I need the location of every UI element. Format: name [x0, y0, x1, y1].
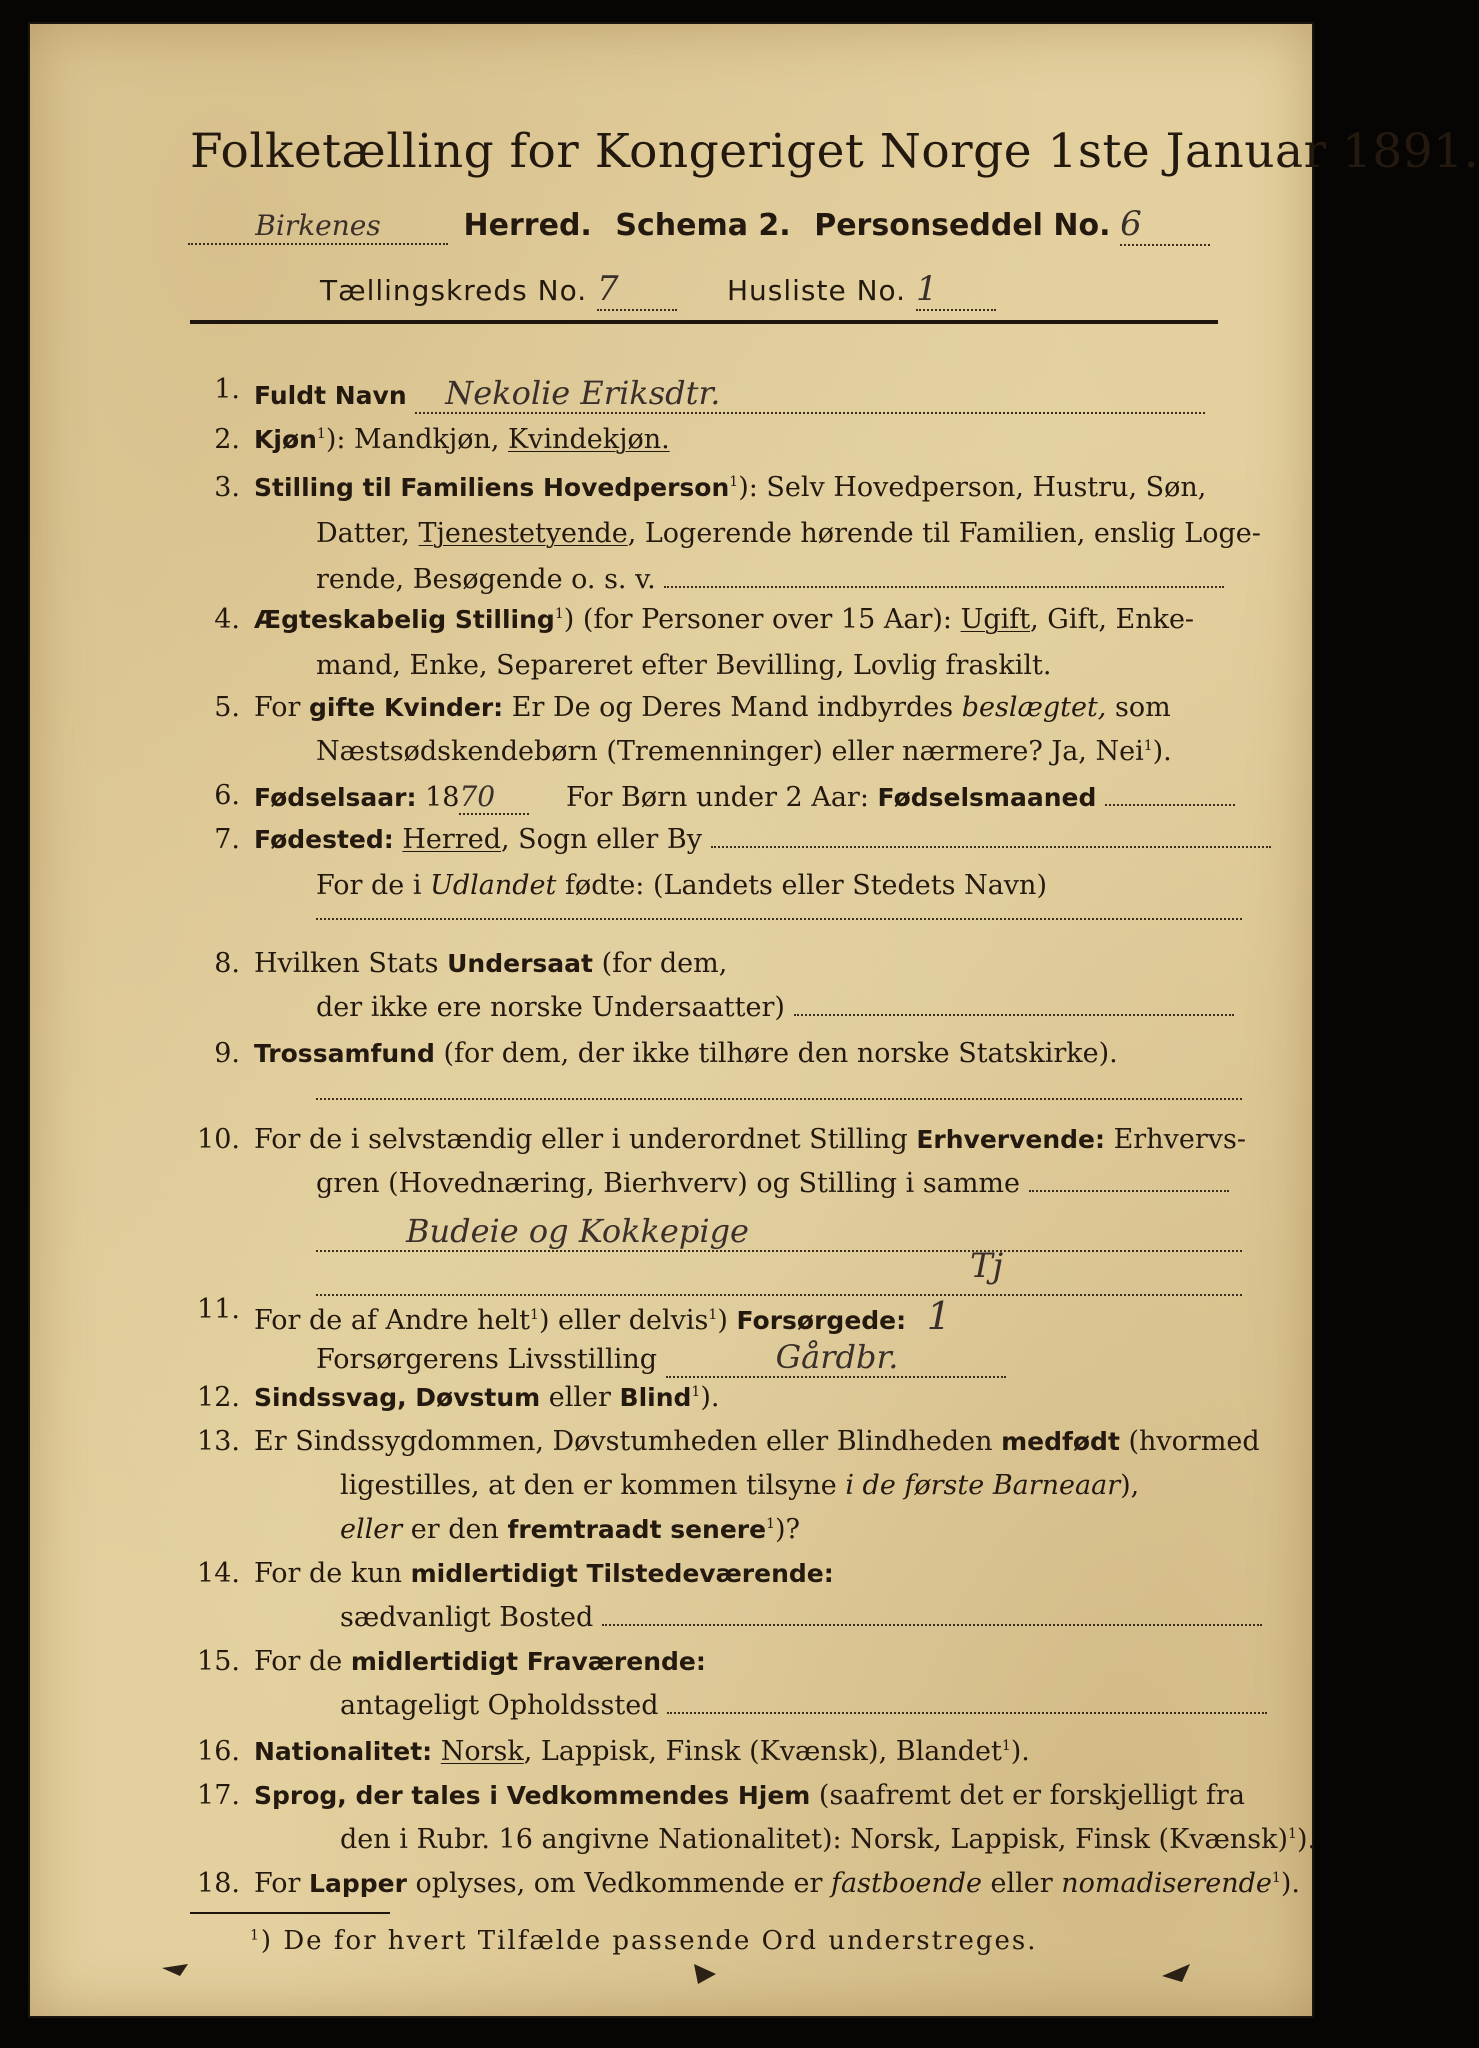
q13-line2-pre: ligestilles, at den er kommen tilsyne: [340, 1470, 846, 1501]
q10-line2-text: gren (Hovednæring, Bierhverv) og Stilling i samme: [316, 1168, 1021, 1199]
pin-mark-center: [690, 1958, 720, 1988]
q10-answer2: Tj: [970, 1246, 1004, 1286]
q11-mark: 1: [926, 1294, 951, 1338]
q3-line2: [316, 518, 1261, 549]
q16-number: 16.: [197, 1736, 240, 1767]
q13-sup: 1: [766, 1516, 776, 1532]
q13-number: 13.: [197, 1426, 240, 1457]
q6-year-prefix: 18: [416, 782, 460, 813]
q4-sup: 1: [554, 606, 564, 622]
q7-line2-pre: For de i: [316, 870, 431, 901]
q17-post: (saafremt det er forskjelligt fra: [810, 1780, 1245, 1811]
footnote-rule: [190, 1912, 390, 1914]
q4-number: 4.: [214, 604, 240, 635]
q4-line1-post: , Gift, Enke-: [1030, 604, 1195, 635]
form-title: Folketælling for Kongeriget Norge 1ste Januar 1891.: [190, 124, 1479, 179]
q1-label: Fuldt Navn: [254, 381, 407, 410]
q6-number: 6.: [214, 780, 240, 811]
q17-number: 17.: [197, 1780, 240, 1811]
q8-label: Undersaat: [447, 949, 593, 978]
q18-pre: For: [254, 1868, 310, 1899]
q7-u: Herred: [402, 824, 501, 855]
q17-sup: 1: [1288, 1826, 1297, 1842]
q5-line1-post: som: [1106, 692, 1171, 723]
q16-sup: 1: [1001, 1738, 1011, 1754]
q11-line2: [316, 1338, 1006, 1378]
q9-row: [254, 1038, 1118, 1069]
q8-line1: [254, 948, 727, 979]
herred-line: [188, 204, 1210, 246]
q13-label: medfødt: [1001, 1427, 1120, 1456]
husliste-label: Husliste No.: [726, 274, 907, 307]
q13-line3-bold: fremtraadt senere: [507, 1515, 767, 1544]
q11-line2-text: Forsørgerens Livsstilling: [316, 1344, 658, 1375]
q10-answer: Budeie og Kokkepige: [406, 1212, 749, 1250]
q12-label: Sindssvag, Døvstum: [254, 1383, 541, 1412]
q15-line1: [254, 1646, 706, 1677]
q3-line1-rest: ): Selv Hovedperson, Hustru, Søn,: [738, 472, 1207, 503]
q7-label: Fødested:: [254, 825, 394, 854]
kreds-label: Tællingskreds No.: [320, 274, 588, 307]
q7-line2-post: fødte: (Landets eller Stedets Navn): [556, 870, 1047, 901]
q5-line1-rest: Er De og Deres Mand indbyrdes: [503, 692, 962, 723]
q10-line1: [254, 1124, 1246, 1155]
personseddel-no: 6: [1120, 204, 1142, 244]
q2-number: 2.: [214, 424, 240, 455]
kreds-line: [320, 269, 996, 311]
q15-pre: For de: [254, 1646, 351, 1677]
q7-number: 7.: [214, 824, 240, 855]
q18-mid2: eller: [981, 1868, 1062, 1899]
q11-answer: Gårdbr.: [775, 1338, 899, 1376]
q14-line1: [254, 1558, 834, 1589]
q10-pre: For de i selvstændig eller i underordnet Stilling: [254, 1124, 917, 1155]
q8-line2-text: der ikke ere norske Undersaatter): [316, 992, 785, 1023]
q15-line2-text: antageligt Opholdssted: [340, 1690, 659, 1721]
q7-line2-it: Udlandet: [430, 870, 557, 901]
q15-number: 15.: [197, 1646, 240, 1677]
kreds-no: 7: [597, 269, 620, 309]
footnote-text: ) De for hvert Tilfælde passende Ord understreges.: [260, 1926, 1038, 1956]
q15-line2: [340, 1690, 1267, 1721]
q3-line3-text: rende, Besøgende o. s. v.: [316, 564, 656, 595]
header-rule: [190, 320, 1218, 324]
q11-label: Forsørgede:: [736, 1306, 907, 1335]
q3-number: 3.: [214, 472, 240, 503]
q16-u: Norsk: [440, 1736, 524, 1767]
q5-line1-it: beslægtet,: [961, 692, 1107, 723]
q16-label: Nationalitet:: [254, 1737, 433, 1766]
q14-line2-text: sædvanligt Bosted: [340, 1602, 594, 1633]
q10-line3: [316, 1212, 1242, 1252]
footnote-mark: 1: [250, 1927, 261, 1944]
pin-mark-right: [1160, 1958, 1194, 1988]
q11-pre: For de af Andre helt: [254, 1305, 531, 1336]
husliste-no: 1: [915, 269, 939, 309]
q11-mid: ) eller delvis: [538, 1305, 709, 1336]
q7-blank-line: [316, 914, 1242, 920]
q17-line1: [254, 1780, 1245, 1811]
q2-label: Kjøn: [254, 425, 317, 454]
q6-row: [254, 780, 1235, 815]
q3-label: Stilling til Familiens Hovedperson: [254, 473, 730, 502]
q16-post: , Lappisk, Finsk (Kvænsk), Blandet: [523, 1736, 1002, 1767]
q6-label: Fødselsaar:: [254, 783, 417, 812]
q1-row: [254, 374, 1205, 414]
q17-line2-text: den i Rubr. 16 angivne Nationalitet): Norsk, Lappisk, Finsk (Kvænsk): [340, 1824, 1289, 1855]
q8-pre: Hvilken Stats: [254, 948, 448, 979]
q4-line1: [254, 604, 1194, 635]
q10-line2: [316, 1168, 1229, 1199]
q8-number: 8.: [214, 948, 240, 979]
q5-pre: For: [254, 692, 310, 723]
q5-sup: 1: [1143, 738, 1153, 754]
q3-line2-u: Tjenestetyende: [418, 518, 628, 549]
q3-line1: [254, 472, 1206, 503]
q5-line2-text: Næstsødskendebørn (Tremenninger) eller nærmere? Ja, Nei: [316, 736, 1144, 767]
q2-sup: 1: [316, 426, 326, 442]
q18-label: Lapper: [309, 1869, 407, 1898]
q2-underlined: Kvindekjøn.: [508, 424, 670, 455]
q14-line2: [340, 1602, 1262, 1633]
q13-post: (hvormed: [1119, 1426, 1260, 1457]
census-form: [28, 22, 1479, 2018]
q12-bold2: Blind: [619, 1383, 692, 1412]
q11-sup-b: 1: [708, 1307, 718, 1323]
q10-number: 10.: [197, 1124, 240, 1155]
q12-number: 12.: [197, 1382, 240, 1413]
q8-post: (for dem,: [592, 948, 728, 979]
q13-line2-post: ),: [1120, 1470, 1140, 1501]
q2-pre: ): Mandkjøn,: [325, 424, 509, 455]
q17-line2: den i Rubr. 16 angivne Nationalitet): Norsk, Lappisk, Finsk (Kvænsk)$^1$).: [340, 1824, 1317, 1855]
q18-sup: 1: [1271, 1870, 1281, 1886]
q12-row: [254, 1382, 719, 1413]
q13-line3: [340, 1514, 800, 1545]
q16-row: Nationalitet: Norsk, Lappisk, Finsk (Kvænsk), Blandet$^1$).: [254, 1736, 1030, 1767]
q4-line2: mand, Enke, Separeret efter Bevilling, Lovlig fraskilt.: [316, 650, 1052, 681]
q11-number: 11.: [197, 1294, 240, 1325]
q5-label: gifte Kvinder:: [309, 693, 504, 722]
q13-line2: [340, 1470, 1139, 1501]
q1-number: 1.: [214, 374, 240, 405]
q17-label: Sprog, der tales i Vedkommendes Hjem: [254, 1781, 811, 1810]
q9-blank-line: [316, 1094, 1242, 1100]
q9-post: (for dem, der ikke tilhøre den norske Statskirke).: [434, 1038, 1118, 1069]
q9-number: 9.: [214, 1038, 240, 1069]
q10-answer2-row: [970, 1246, 1003, 1286]
q10-post: Erhvervs-: [1105, 1124, 1246, 1155]
q18-it2: nomadiserende: [1061, 1868, 1272, 1899]
q8-line2: [316, 992, 1234, 1023]
q6-rest: For Børn under 2 Aar:: [566, 782, 878, 813]
q11-line1: For de af Andre helt$^1$) eller delvis$^1$) Forsørgede: 1: [254, 1294, 951, 1338]
q1-answer: Nekolie Eriksdtr.: [445, 374, 721, 412]
q5-number: 5.: [214, 692, 240, 723]
q13-line3-post: )?: [775, 1514, 801, 1545]
q12-sup: 1: [691, 1384, 701, 1400]
q9-label: Trossamfund: [254, 1039, 435, 1068]
q5-line1: [254, 692, 1171, 723]
q13-pre: Er Sindssygdommen, Døvstumheden eller Blindheden: [254, 1426, 1002, 1457]
q5-line2: Næstsødskendebørn (Tremenninger) eller nærmere? Ja, Nei$^1$).: [316, 736, 1172, 767]
q3-line3: [316, 564, 1224, 595]
q12-post: ).: [700, 1382, 720, 1413]
footnote: [250, 1926, 1038, 1956]
q2-row: [254, 424, 670, 455]
schema-label: Schema 2.: [615, 208, 791, 243]
q7-line2: [316, 870, 1047, 901]
q10-label: Erhvervende:: [916, 1125, 1106, 1154]
q18-number: 18.: [197, 1868, 240, 1899]
q18-it1: fastboende: [831, 1868, 982, 1899]
herred-label: Herred.: [463, 208, 592, 243]
q3-line2-post: , Logerende hørende til Familien, enslig Loge-: [627, 518, 1261, 549]
q11-sup-a: 1: [530, 1307, 539, 1323]
pin-mark-left: [160, 1954, 190, 1984]
q6-year-hw: 70: [459, 780, 496, 813]
q4-line1-u: Ugift: [960, 604, 1031, 635]
q18-mid: oplyses, om Vedkommende er: [406, 1868, 831, 1899]
q15-label: midlertidigt Fraværende:: [350, 1647, 706, 1676]
herred-name: Birkenes: [255, 209, 381, 242]
q14-label: midlertidigt Tilstedeværende:: [410, 1559, 834, 1588]
q4-line1-rest: ) (for Personer over 15 Aar):: [563, 604, 961, 635]
q13-line2-it: i de første Barneaar: [845, 1470, 1121, 1501]
q13-line3-it: eller: [340, 1514, 403, 1545]
q12-mid: eller: [540, 1382, 620, 1413]
q14-pre: For de kun: [254, 1558, 411, 1589]
q3-sup: 1: [729, 474, 739, 490]
q13-line1: [254, 1426, 1260, 1457]
q4-label: Ægteskabelig Stilling: [254, 605, 555, 634]
q18-row: For Lapper oplyses, om Vedkommende er fastboende eller nomadiserende$^1$).: [254, 1868, 1300, 1899]
q3-line2-pre: Datter,: [316, 518, 419, 549]
q14-number: 14.: [197, 1558, 240, 1589]
q7-rest: , Sogn eller By: [500, 824, 702, 855]
personseddel-label: Personseddel No.: [814, 208, 1111, 243]
q13-line3-mid: er den: [402, 1514, 508, 1545]
q7-line1: [254, 824, 1271, 855]
q6-bold2: Fødselsmaaned: [877, 783, 1097, 812]
